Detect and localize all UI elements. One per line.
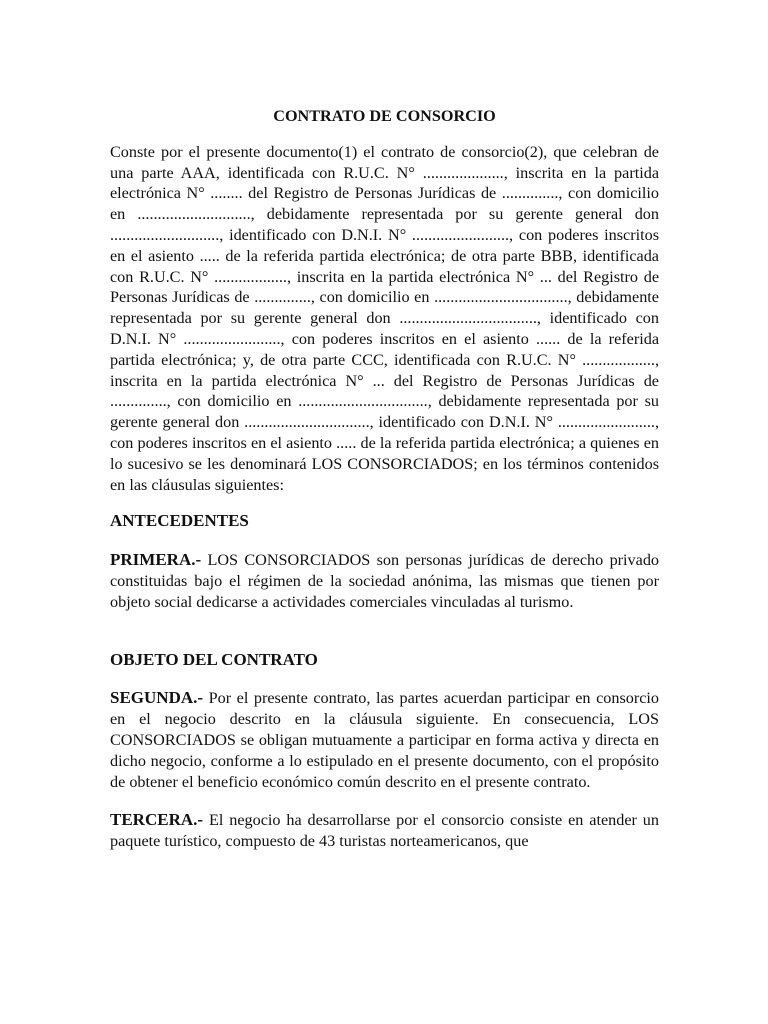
clause-primera (110, 550, 659, 612)
clause-tercera-label: TERCERA.- (110, 810, 204, 830)
intro-paragraph: Conste por el presente documento(1) el contrato de consorcio(2), que celebran de una parte AAA, identificada con R.U.C. N° ...................., inscrita en la partida electrónica N° ........ del Registro de Personas Jurídicas de .............., con domicilio en ............................, debidamente representada por su gerente general don ..........................., identificado con D.N.I. N° ........................, con poderes inscritos en el asiento ..... de la referida partida electrónica; de otra parte BBB, identificada con R.U.C. N° .................., inscrita en la partida electrónica N° ... del Registro de Personas Jurídicas de .............., con domicilio en ................................., debidamente representada por su gerente general don .................................., identificado con D.N.I. N° ........................, con poderes inscritos en el asiento ...... de la referida partida electrónica; y, de otra parte CCC, identificada con R.U.C. N° .................., inscrita en la partida electrónica N° ... del Registro de Personas Jurídicas de .............., con domicilio en ................................, debidamente representada por su gerente general don ..............................., identificado con D.N.I. N° ........................, con poderes inscritos en el asiento ..... de la referida partida electrónica; a quienes en lo sucesivo se les denominará LOS CONSORCIADOS; en los términos contenidos en las cláusulas siguientes: (110, 142, 659, 494)
clause-tercera-text: El negocio ha desarrollarse por el consorcio consiste en atender un paquete turístico, compuesto de 43 turistas norteamericanos, que (110, 811, 659, 851)
clause-segunda-label: SEGUNDA.- (110, 688, 204, 708)
document-page (110, 106, 659, 852)
clause-segunda-text: Por el presente contrato, las partes acuerdan participar en consorcio en el negocio descrito en la cláusula siguiente. En consecuencia, LOS CONSORCIADOS se obligan mutuamente a participar en forma activa y directa en dicho negocio, conforme a lo estipulado en el presente documento, con el propósito de obtener el beneficio económico común descrito en el presente contrato. (110, 689, 660, 791)
clause-primera-label: PRIMERA.- (110, 550, 202, 570)
section-heading-antecedentes: ANTECEDENTES (110, 511, 249, 531)
clause-tercera (110, 810, 659, 852)
clause-segunda (110, 688, 659, 792)
section-heading-objeto: OBJETO DEL CONTRATO (110, 649, 318, 669)
clause-primera-text: LOS CONSORCIADOS son personas jurídicas de derecho privado constituidas bajo el régimen de la sociedad anónima, las mismas que tienen por objeto social dedicarse a actividades comerciales vinculadas al turismo. (110, 551, 660, 611)
document-title: CONTRATO DE CONSORCIO (273, 107, 496, 125)
